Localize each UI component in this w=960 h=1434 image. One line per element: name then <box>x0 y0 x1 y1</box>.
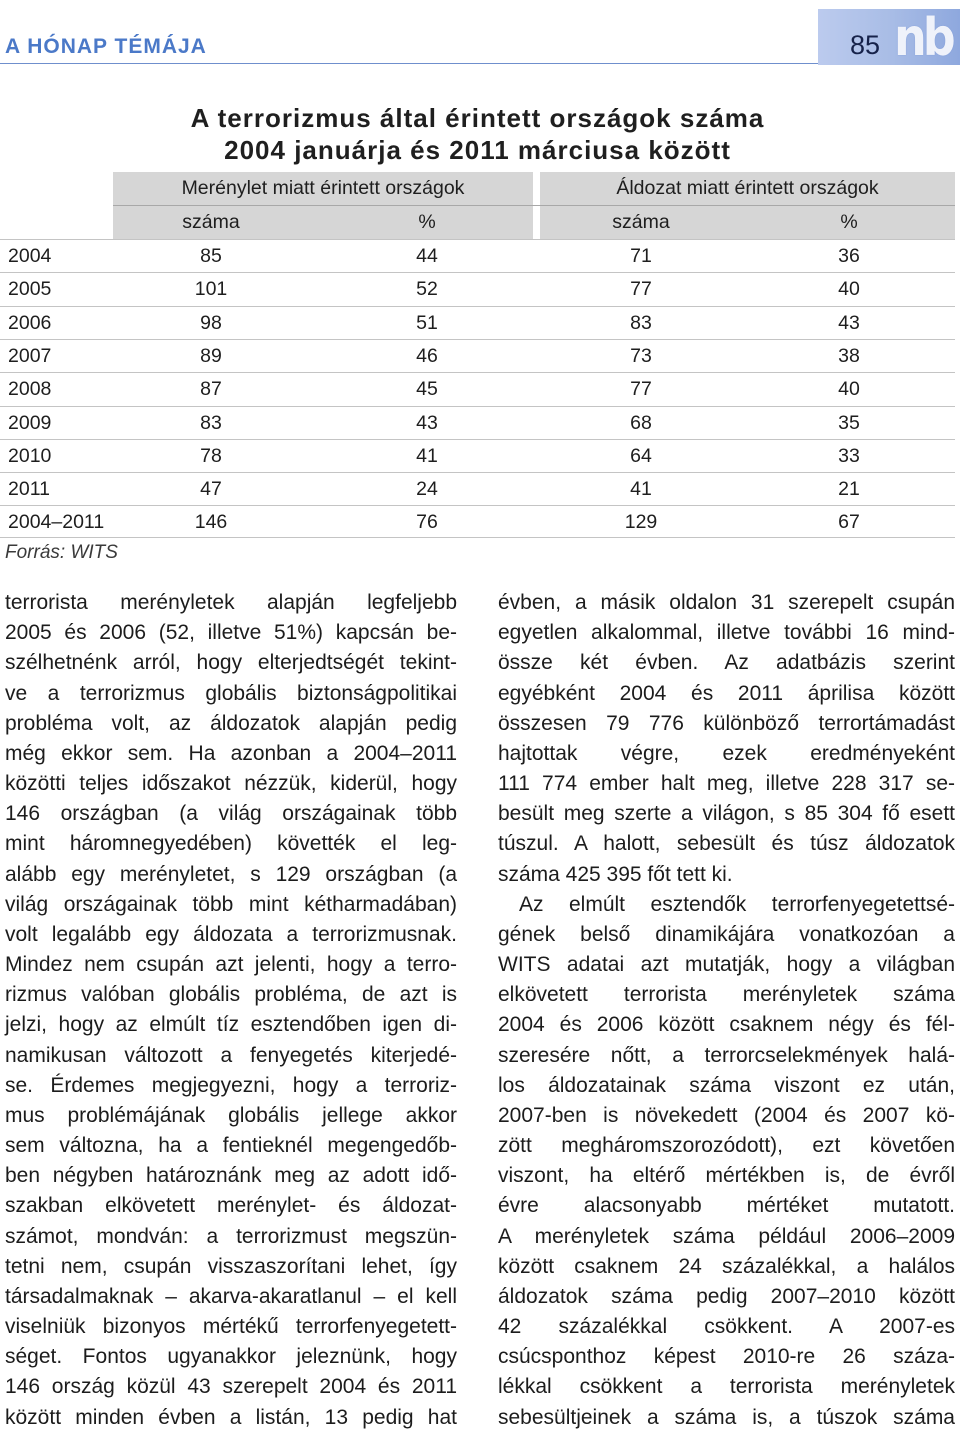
body-text-line: hajtottak végre, ezek eredményeként <box>498 741 955 765</box>
body-text-line: 111 774 ember halt meg, illetve 228 317 se- <box>498 772 955 796</box>
body-text-line: Mindez nem csupán azt jelenti, hogy a terro- <box>5 953 457 977</box>
body-text-line: besült meg szerte a világon, s 85 304 fő esett <box>498 802 955 826</box>
table-cell: 76 <box>416 511 438 534</box>
table-cell: 41 <box>416 444 438 467</box>
table-cell: 68 <box>630 411 652 434</box>
body-text-line: los áldozatainak száma viszont ez után, <box>498 1073 955 1097</box>
body-text-line: 2005 és 2006 (52, illetve 51%) kapcsán be- <box>5 621 457 645</box>
body-text-line: világ országainak több mint kétharmadában) <box>5 892 457 916</box>
table-cell: 64 <box>630 444 652 467</box>
table-cell: 146 <box>194 511 228 534</box>
table-cell: 83 <box>200 411 222 434</box>
body-text-line: évre alacsonyabb mértéket mutatott. <box>498 1194 955 1218</box>
body-text-line: elkövetett terrorista merényletek száma <box>498 983 955 1007</box>
body-text-line: 2004 és 2006 között csaknem négy és fél- <box>498 1013 955 1037</box>
row-label: 2005 <box>8 278 52 301</box>
column-header: % <box>840 210 858 233</box>
table-cell: 46 <box>416 344 438 367</box>
table-sub-header-row <box>0 206 955 239</box>
body-text-line: jelzi, hogy az elmúlt tíz esztendőben igen di- <box>5 1013 457 1037</box>
body-text-line: séget. Fontos ugyanakkor jeleznünk, hogy <box>5 1345 457 1369</box>
body-text-line: Az elmúlt esztendők terrorfenyegetettsé- <box>519 892 955 916</box>
data-table <box>0 172 955 540</box>
body-text-line: volt legalább egy áldozata a terrorizmusnak. <box>5 922 457 946</box>
table-row <box>0 239 955 272</box>
body-text-line: gének belső dinamikájára vonatkozóan a <box>498 922 955 946</box>
body-text-line: szélhetnénk arról, hogy elterjedtségét tekint- <box>5 651 457 675</box>
table-cell: 71 <box>630 245 652 267</box>
table-cell: 77 <box>630 378 652 401</box>
table-row <box>0 306 955 339</box>
table-cell: 83 <box>630 311 652 334</box>
row-label: 2011 <box>8 478 50 501</box>
table-row <box>0 372 955 405</box>
body-text-line: még ekkor sem. Ha azonban a 2004–2011 <box>5 741 457 765</box>
body-text-line: ben négyben határoznánk meg az adott idő- <box>5 1164 457 1188</box>
row-label: 2010 <box>8 444 52 467</box>
table-cell: 24 <box>416 478 438 501</box>
body-text-line: számot, mondván: a terrorizmust megszün- <box>5 1224 457 1248</box>
table-cell: 98 <box>200 311 222 334</box>
body-text-line: 42 százalékkal csökkent. A 2007-es <box>498 1315 955 1339</box>
table-cell: 45 <box>416 378 438 401</box>
group-header-victims: Áldozat miatt érintett országok <box>616 177 879 199</box>
body-text-line: mus problémájának globális jellege akkor <box>5 1103 457 1127</box>
table-group-header-row <box>0 172 955 205</box>
table-cell: 85 <box>200 245 222 267</box>
body-text-line: WITS adatai azt mutatják, hogy a világban <box>498 953 955 977</box>
table-cell: 33 <box>838 444 860 467</box>
table-cell: 38 <box>838 344 860 367</box>
table-cell: 47 <box>200 478 222 501</box>
body-text-line: 2007-ben is növekedett (2004 és 2007 kö- <box>498 1103 955 1127</box>
table-row <box>0 472 955 505</box>
body-text-line: se. Érdemes megjegyezni, hogy a terroriz- <box>5 1073 457 1097</box>
table-cell: 41 <box>630 478 652 501</box>
table-cell: 101 <box>194 278 228 301</box>
body-text-line: szeresére nőtt, a terrorcselekmények halá- <box>498 1043 955 1067</box>
table-cell: 73 <box>630 344 652 367</box>
column-header: száma <box>182 210 240 233</box>
body-text-line: viselniük bizonyos mértékű terrorfenyegetett- <box>5 1315 457 1339</box>
body-text-line: csúcsponthoz képest 2010-re 26 száza- <box>498 1345 955 1369</box>
body-text-line: társadalmaknak – akarva-akaratlanul – el kell <box>5 1284 457 1308</box>
row-label: 2009 <box>8 411 52 434</box>
table-cell: 21 <box>838 478 860 501</box>
table-source: Forrás: WITS <box>5 542 118 563</box>
table-row <box>0 406 955 439</box>
table-title <box>0 102 955 166</box>
body-text-line: összesen 79 776 különböző terrortámadást <box>498 711 955 735</box>
body-text-line: sem változna, ha a fentieknél megengedőb- <box>5 1134 457 1158</box>
body-text-line: között csaknem 24 százalékkal, a halálos <box>498 1254 955 1278</box>
table-cell: 40 <box>838 278 860 301</box>
table-cell: 36 <box>838 245 860 267</box>
body-text-line: össze két évben. Az adatbázis szerint <box>498 651 955 675</box>
body-text-line: tetni nem, csupán visszaszorítani lehet, így <box>5 1254 457 1278</box>
table-cell: 67 <box>838 511 860 534</box>
body-text-line: közötti teljes időszakot nézzük, kiderül, hogy <box>5 772 457 796</box>
body-text-line: szakban elkövetett merénylet- és áldozat- <box>5 1194 457 1218</box>
table-cell: 51 <box>416 311 438 334</box>
row-label: 2008 <box>8 378 52 401</box>
header-divider <box>0 63 818 64</box>
group-header-attacks: Merénylet miatt érintett országok <box>181 177 465 199</box>
page-number: 85 <box>850 30 881 60</box>
body-text-line: 146 országban (a világ országainak több <box>5 802 457 826</box>
body-text-line: probléma volt, az áldozatok alapján pedig <box>5 711 457 735</box>
table-row <box>0 272 955 305</box>
body-text-line: viszont, ha eltérő mértékben is, de évről <box>498 1164 955 1188</box>
body-text-line: évben, a másik oldalon 31 szerepelt csupán <box>498 591 955 614</box>
table-cell: 35 <box>838 411 860 434</box>
table-row <box>0 339 955 372</box>
body-text-line: zött megháromszorozódott), ezt követően <box>498 1134 955 1158</box>
table-cell: 43 <box>416 411 438 434</box>
table-row <box>0 439 955 472</box>
body-text-line: terrorista merényletek alapján legfeljebb <box>5 591 457 614</box>
table-title-line: A terrorizmus által érintett országok száma <box>190 103 765 133</box>
body-text-line: namikusan változott a fenyegetés kiterjedé- <box>5 1043 457 1067</box>
row-label: 2004–2011 <box>8 511 105 534</box>
column-header: száma <box>612 210 670 233</box>
table-cell: 129 <box>624 511 658 534</box>
body-text-line: túszul. A halott, sebesült és túsz áldozatok <box>498 832 955 856</box>
column-header: % <box>418 210 436 233</box>
body-column-left <box>5 588 457 1433</box>
body-column-right <box>498 588 955 1433</box>
body-text-line: ve a terrorizmus globális biztonságpolitikai <box>5 681 457 705</box>
magazine-logo: nb <box>894 9 952 65</box>
body-text-line: lékkal csökkent a terrorista merényletek <box>498 1375 955 1399</box>
row-label: 2006 <box>8 311 52 334</box>
body-text-line: A merényletek száma például 2006–2009 <box>498 1224 955 1248</box>
body-text-line: áldozatok száma pedig 2007–2010 között <box>498 1284 955 1308</box>
table-cell: 43 <box>838 311 860 334</box>
table-cell: 87 <box>200 378 222 401</box>
table-cell: 44 <box>416 245 438 267</box>
table-title-line: 2004 januárja és 2011 márciusa között <box>224 135 731 165</box>
body-text-line: rizmus valóban globális probléma, de azt is <box>5 983 457 1007</box>
table-cell: 52 <box>416 278 438 301</box>
table-cell: 78 <box>200 444 222 467</box>
section-title: A HÓNAP TÉMÁJA <box>5 35 207 58</box>
body-text-line: mint háromnegyedében) követték el leg- <box>5 832 457 856</box>
table-cell: 77 <box>630 278 652 301</box>
table-total-row <box>0 505 955 538</box>
page-number-box <box>818 9 960 65</box>
body-text-line: egyetlen alkalommal, illetve további 16 mind- <box>498 621 955 645</box>
body-text-line: száma 425 395 főt tett ki. <box>498 862 733 886</box>
body-text-line: között minden évben a listán, 13 pedig hat <box>5 1405 457 1429</box>
body-text-line: 146 ország közül 43 szerepelt 2004 és 2011 <box>5 1375 457 1399</box>
body-text-line: sebesültjeinek a száma is, a túszok száma <box>498 1405 955 1429</box>
body-text-line: alább egy merényletet, s 129 országban (a <box>5 862 457 886</box>
row-label: 2007 <box>8 344 52 367</box>
table-cell: 40 <box>838 378 860 401</box>
table-cell: 89 <box>200 344 222 367</box>
body-text-line: egyébként 2004 és 2011 áprilisa között <box>498 681 955 705</box>
row-label: 2004 <box>8 245 52 267</box>
